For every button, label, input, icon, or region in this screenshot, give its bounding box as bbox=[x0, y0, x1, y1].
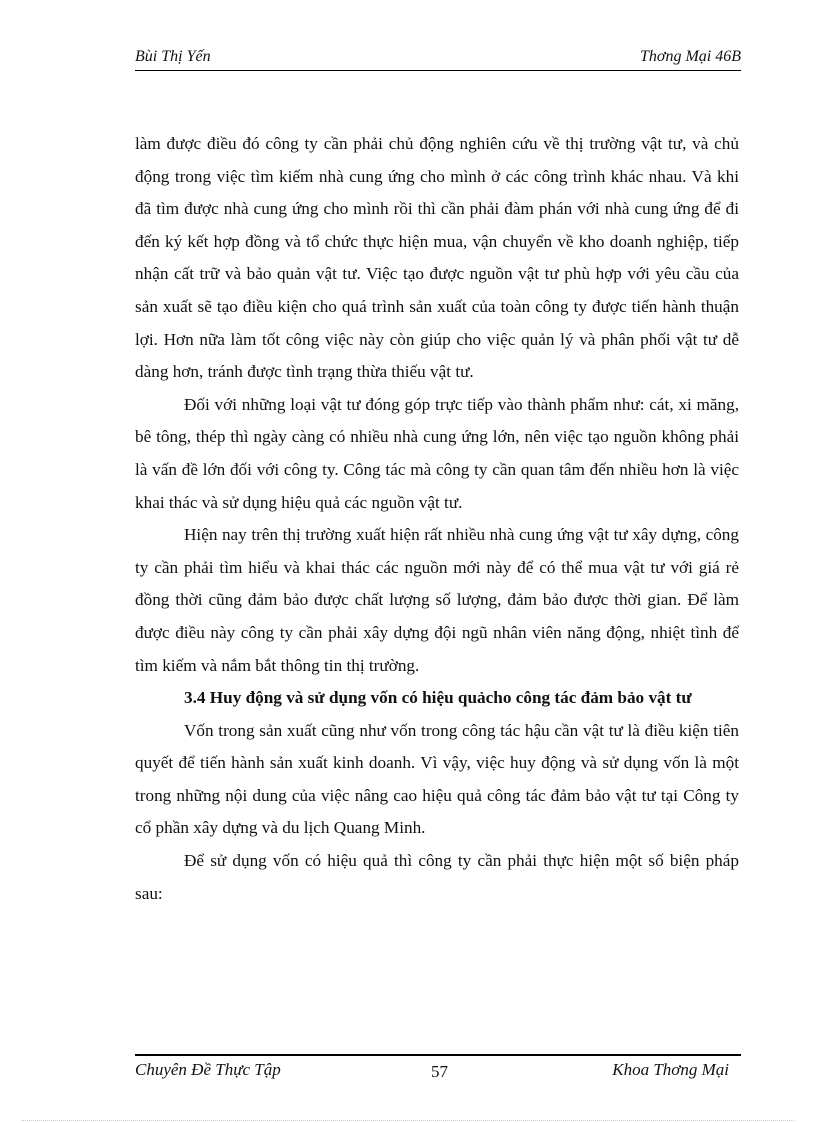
paragraph-2: Đối với những loại vật tư đóng góp trực tiếp vào thành phẩm như: cát, xi măng, bê tông, thép thì ngày càng có nhiều nhà cung ứng lớn, nên việc tạo nguồn không phải là vấn đề lớn đối với công ty. Công tác mà công ty cần quan tâm đến nhiều hơn là việc khai thác và sử dụng hiệu quả các nguồn vật tư. bbox=[135, 394, 739, 512]
paragraph-4: Vốn trong sản xuất cũng như vốn trong công tác hậu cần vật tư là điều kiện tiên quyết để tiến hành sản xuất kinh doanh. Vì vậy, việc huy động và sử dụng vốn là một trong những nội dung của việc nâng cao hiệu quả công tác đảm bảo vật tư tại Công ty cổ phần xây dựng và du lịch Quang Minh. bbox=[135, 720, 739, 838]
paragraph-5: Để sử dụng vốn có hiệu quả thì công ty cần phải thực hiện một số biện pháp sau: bbox=[135, 851, 739, 903]
header-divider bbox=[135, 70, 741, 71]
page-number: 57 bbox=[431, 1062, 448, 1081]
page-header bbox=[135, 48, 741, 70]
paragraph-1: làm được điều đó công ty cần phải chủ động nghiên cứu về thị trường vật tư, và chủ động trong việc tìm kiếm nhà cung ứng cho mình ở các công trình khác nhau. Và khi đã tìm được nhà cung ứng cho mình rồi thì cần phải đàm phán với nhà cung ứng để đi đến ký kết hợp đồng và tổ chức thực hiện mua, vận chuyển về kho doanh nghiệp, tiếp nhận cất trữ và bảo quản vật tư. Việc tạo được nguồn vật tư phù hợp với yêu cầu của sản xuất sẽ tạo điều kiện cho quá trình sản xuất của toàn công ty được tiến hành thuận lợi. Hơn nữa làm tốt công việc này còn giúp cho việc quản lý và phân phối vật tư dễ dàng hơn, tránh được tình trạng thừa thiếu vật tư. bbox=[135, 134, 739, 382]
header-author: Bùi Thị Yến bbox=[135, 48, 211, 65]
footer-faculty: Khoa Thơng Mại bbox=[612, 1060, 729, 1079]
header-class: Thơng Mại 46B bbox=[640, 48, 741, 65]
page-bottom-border bbox=[22, 1120, 794, 1121]
paragraph-3: Hiện nay trên thị trường xuất hiện rất nhiều nhà cung ứng vật tư xây dựng, công ty cần phải tìm hiểu và khai thác các nguồn mới này để có thể mua vật tư với giá rẻ đồng thời cũng đảm bảo được chất lượng số lượng, đảm bảo được thời gian. Để làm được điều này công ty cần phải xây dựng đội ngũ nhân viên năng động, nhiệt tình để tìm kiếm và nắm bắt thông tin thị trường. bbox=[135, 525, 739, 675]
document-body bbox=[135, 128, 739, 910]
footer-report-title: Chuyên Đề Thực Tập bbox=[135, 1060, 281, 1079]
section-heading: 3.4 Huy động và sử dụng vốn có hiệu quảcho công tác đảm bảo vật tư bbox=[184, 688, 692, 708]
page-footer bbox=[135, 1060, 741, 1082]
footer-divider bbox=[135, 1054, 741, 1056]
